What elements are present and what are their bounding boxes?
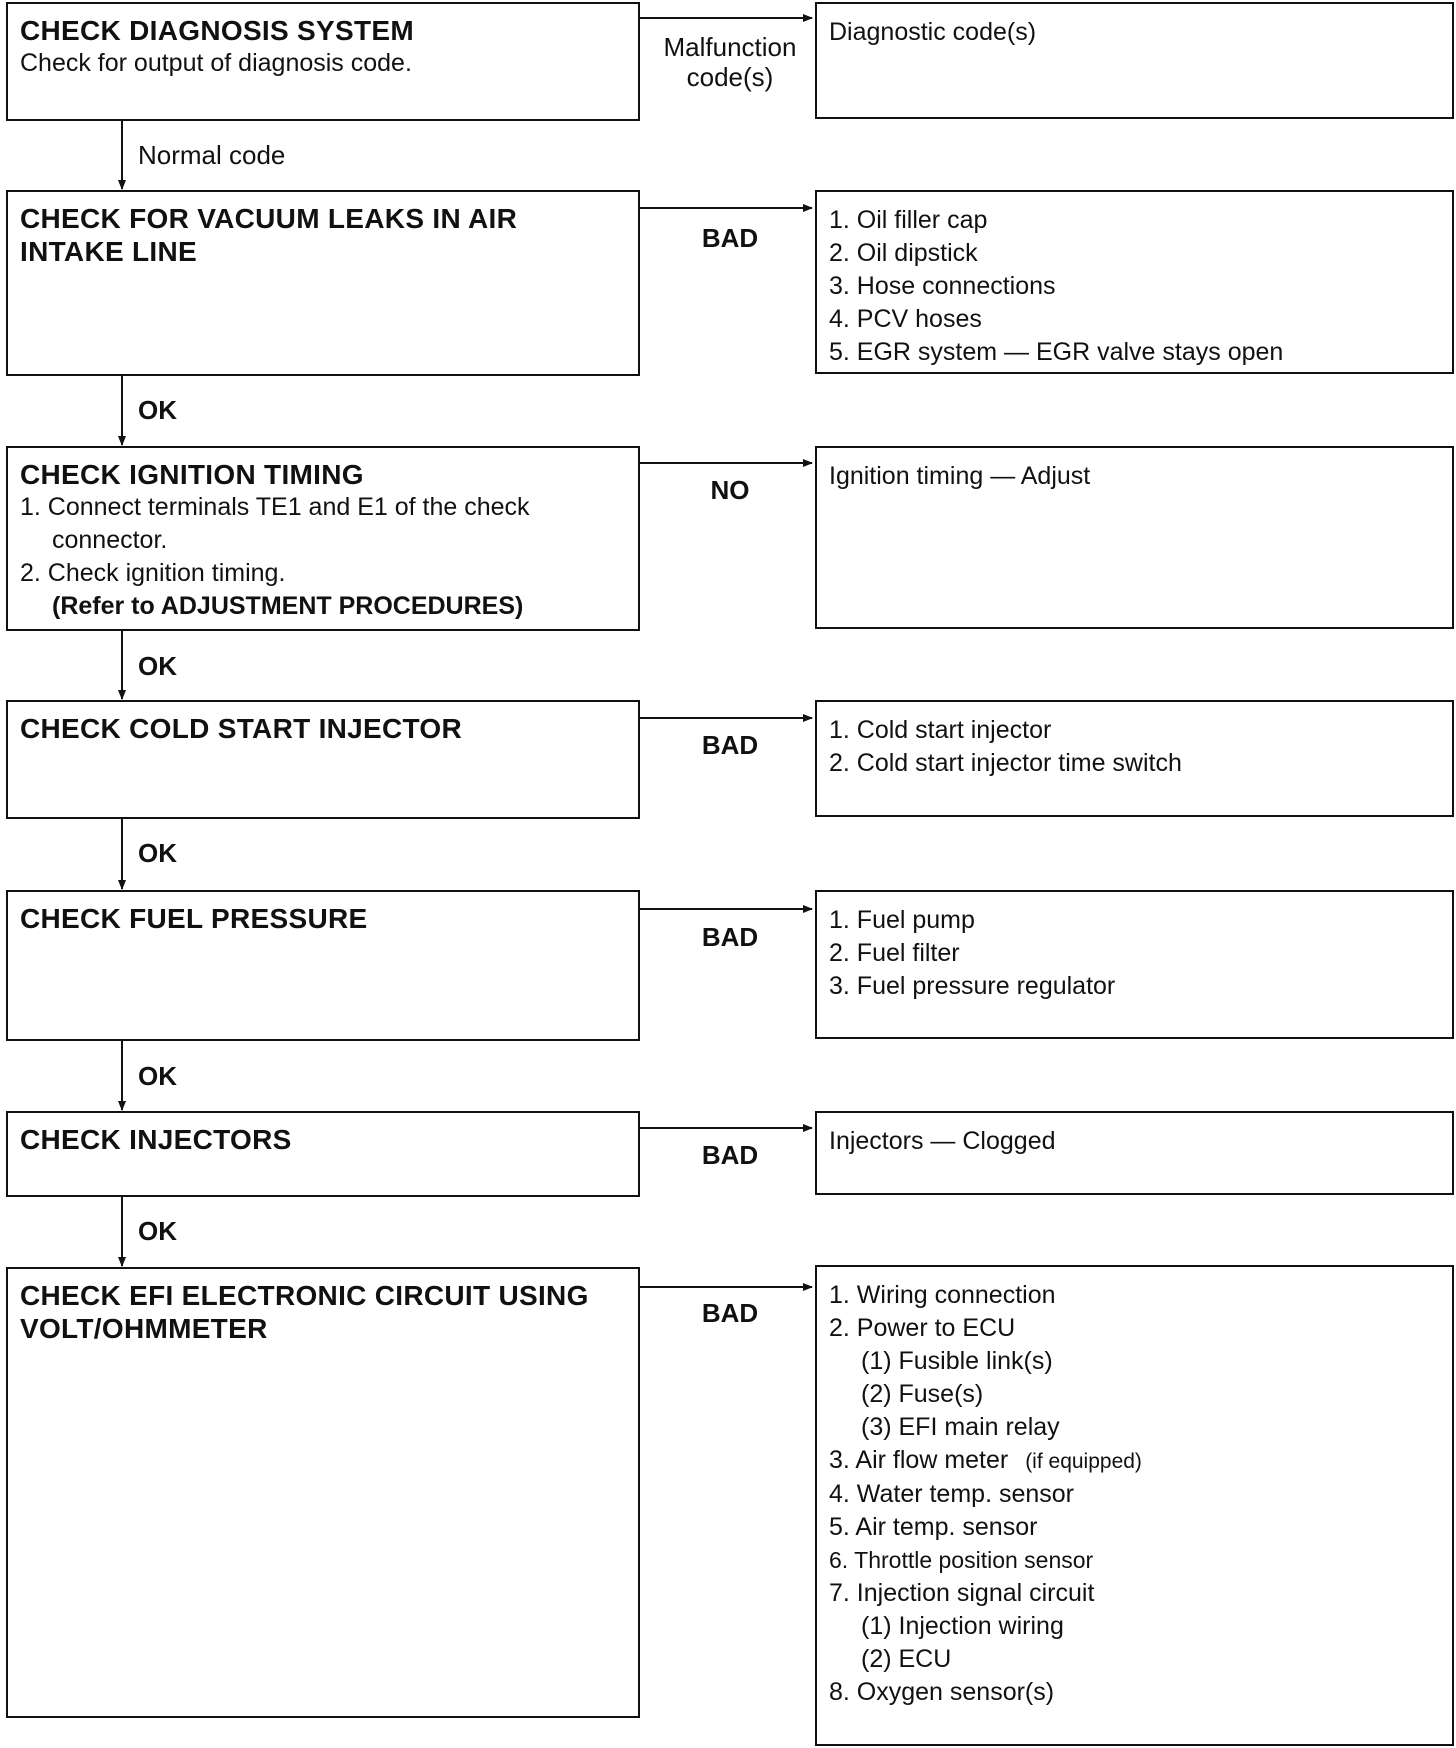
down-label-ok: OK bbox=[138, 651, 177, 681]
result-item: 7. Injection signal circuit bbox=[829, 1579, 1095, 1607]
down-label-ok: OK bbox=[138, 838, 177, 868]
step-text: 2. Check ignition timing. bbox=[20, 559, 286, 587]
result-item bbox=[829, 1444, 1440, 1478]
result-item: 4. Water temp. sensor bbox=[829, 1480, 1074, 1508]
result-subitem: (2) ECU bbox=[861, 1645, 952, 1673]
branch-label-bad: BAD bbox=[701, 223, 759, 253]
result-item: 2. Fuel filter bbox=[829, 939, 960, 967]
branch-label-bad: BAD bbox=[701, 1298, 759, 1328]
branch-label-bad: BAD bbox=[701, 1140, 759, 1170]
result-item-text: 3. Air flow meter bbox=[829, 1446, 1009, 1474]
step-check-vacuum-leaks bbox=[6, 190, 640, 376]
down-label-normal-code: Normal code bbox=[138, 140, 286, 170]
result-item: 1. Wiring connection bbox=[829, 1281, 1056, 1309]
result-item: 2. Oil dipstick bbox=[829, 239, 978, 267]
result-fuel-pressure-causes bbox=[815, 890, 1454, 1039]
branch-label-no: NO bbox=[710, 475, 750, 505]
result-item: 5. EGR system — EGR valve stays open bbox=[829, 338, 1284, 366]
step-text: Check for output of diagnosis code. bbox=[20, 49, 412, 77]
result-subitem: (2) Fuse(s) bbox=[861, 1380, 984, 1408]
result-text: Ignition timing — Adjust bbox=[829, 462, 1091, 490]
result-item: 1. Cold start injector bbox=[829, 716, 1052, 744]
result-injectors-clogged bbox=[815, 1111, 1454, 1195]
result-subitem: (3) EFI main relay bbox=[861, 1413, 1060, 1441]
step-title: CHECK INJECTORS bbox=[20, 1124, 292, 1155]
step-text: (Refer to ADJUSTMENT PROCEDURES) bbox=[52, 592, 524, 620]
result-item: 3. Hose connections bbox=[829, 272, 1056, 300]
result-cold-start-causes bbox=[815, 700, 1454, 817]
step-title: CHECK FUEL PRESSURE bbox=[20, 903, 368, 934]
result-efi-circuit-causes bbox=[815, 1265, 1454, 1746]
step-title: INTAKE LINE bbox=[20, 236, 198, 267]
result-item: 2. Power to ECU bbox=[829, 1314, 1016, 1342]
result-item: 8. Oxygen sensor(s) bbox=[829, 1678, 1055, 1706]
branch-label-line: code(s) bbox=[686, 62, 774, 92]
result-vacuum-leak-causes bbox=[815, 190, 1454, 374]
step-title: CHECK EFI ELECTRONIC CIRCUIT USING bbox=[20, 1280, 589, 1311]
branch-label-bad: BAD bbox=[701, 922, 759, 952]
step-check-diagnosis-system bbox=[6, 2, 640, 121]
step-text: connector. bbox=[52, 526, 168, 554]
step-title: CHECK IGNITION TIMING bbox=[20, 459, 364, 490]
step-title: VOLT/OHMMETER bbox=[20, 1313, 268, 1344]
result-diagnostic-codes bbox=[815, 2, 1454, 119]
step-check-fuel-pressure bbox=[6, 890, 640, 1041]
result-text: Injectors — Clogged bbox=[829, 1127, 1056, 1155]
branch-label-line: Malfunction bbox=[663, 32, 797, 62]
result-item: 4. PCV hoses bbox=[829, 305, 982, 333]
result-item: 1. Fuel pump bbox=[829, 906, 975, 934]
result-item: 1. Oil filler cap bbox=[829, 206, 988, 234]
step-check-injectors bbox=[6, 1111, 640, 1197]
step-title: CHECK FOR VACUUM LEAKS IN AIR bbox=[20, 203, 518, 234]
result-subitem: (1) Fusible link(s) bbox=[861, 1347, 1053, 1375]
result-item: 6. Throttle position sensor bbox=[829, 1547, 1094, 1573]
down-label-ok: OK bbox=[138, 1061, 177, 1091]
down-label-ok: OK bbox=[138, 1216, 177, 1246]
step-text: 1. Connect terminals TE1 and E1 of the check bbox=[20, 493, 530, 521]
result-item: 5. Air temp. sensor bbox=[829, 1513, 1038, 1541]
branch-label-bad: BAD bbox=[701, 730, 759, 760]
step-check-efi-electronic-circuit bbox=[6, 1267, 640, 1718]
step-check-ignition-timing bbox=[6, 446, 640, 631]
result-ignition-timing bbox=[815, 446, 1454, 629]
step-check-cold-start-injector bbox=[6, 700, 640, 819]
step-title: CHECK DIAGNOSIS SYSTEM bbox=[20, 15, 414, 46]
down-label-ok: OK bbox=[138, 395, 177, 425]
branch-label-malfunction bbox=[645, 32, 815, 92]
result-item: 2. Cold start injector time switch bbox=[829, 749, 1182, 777]
result-item-note: (if equipped) bbox=[1025, 1450, 1142, 1473]
result-subitem: (1) Injection wiring bbox=[861, 1612, 1064, 1640]
result-item: 3. Fuel pressure regulator bbox=[829, 972, 1116, 1000]
step-title: CHECK COLD START INJECTOR bbox=[20, 713, 463, 744]
result-text: Diagnostic code(s) bbox=[829, 18, 1037, 46]
